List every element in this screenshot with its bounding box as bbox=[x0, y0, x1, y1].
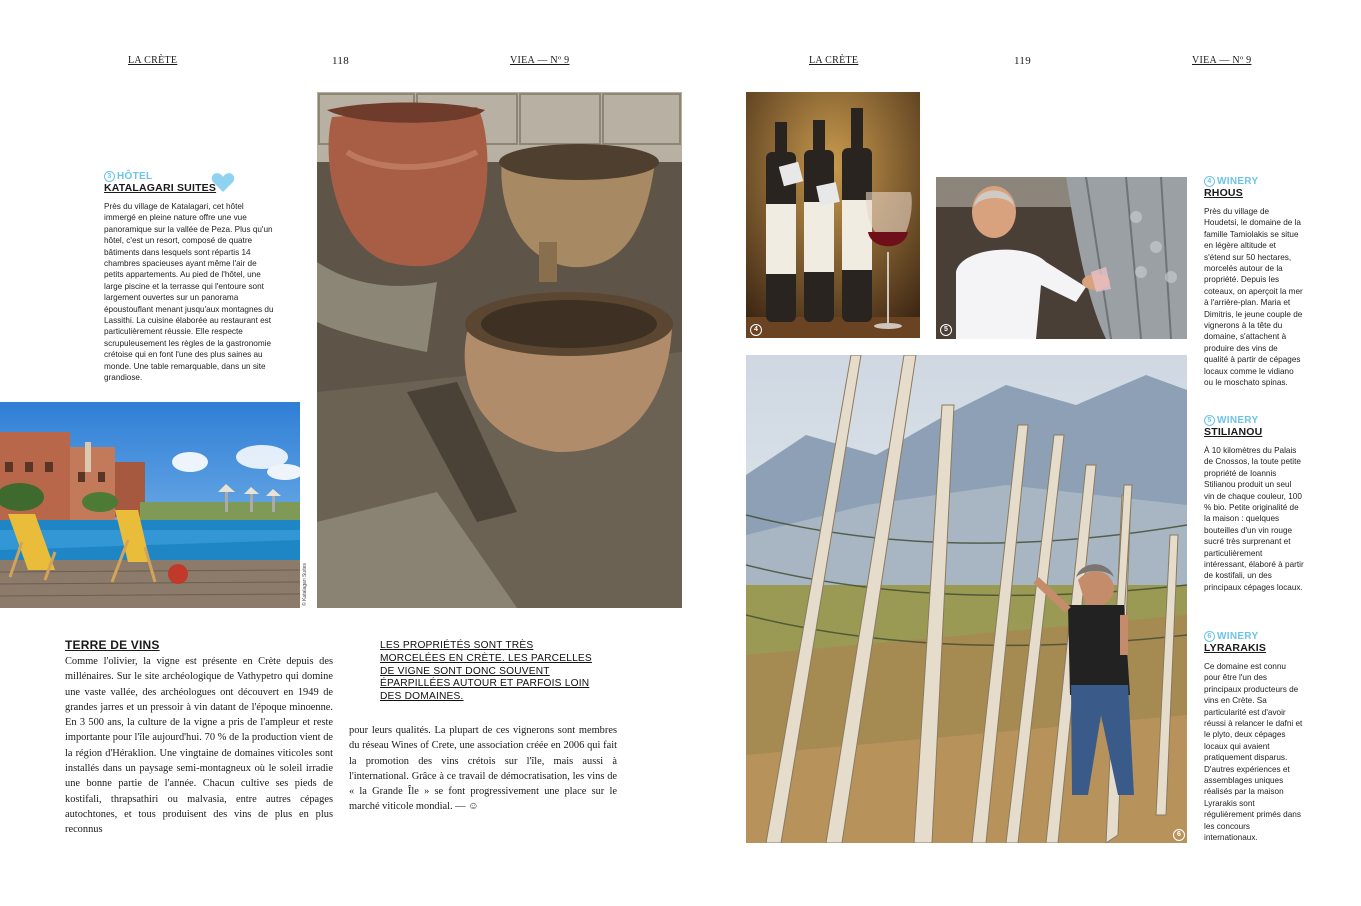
running-head-right: LA CRÈTE bbox=[809, 55, 859, 66]
hotel-number-icon: 3 bbox=[104, 171, 115, 182]
photo-credit: © Katalagari Suites bbox=[302, 563, 308, 606]
hotel-section bbox=[104, 171, 276, 384]
winery-stilianou-tag bbox=[1204, 415, 1304, 426]
article-column-2: pour leurs qualités. La plupart de ces vignerons sont membres du réseau Wines of Crete, une association créée en 2006 qui fait la promotion des vins crétois sur l'île, mais aussi à l'international. Grâce à ce travail de démocratisation, les vins de « la Grande Île » se font progressivement une place sur le marché viticole mondial. — ☺ bbox=[349, 725, 617, 813]
winery-rhous-title: RHOUS bbox=[1204, 187, 1243, 199]
winery-tag-label: WINERY bbox=[1217, 176, 1259, 187]
heart-icon bbox=[211, 172, 235, 193]
winery-stilianou-title: STILIANOU bbox=[1204, 426, 1263, 438]
magazine-title-right: VIEA — Nº 9 bbox=[1192, 55, 1252, 66]
winery-number-icon: 4 bbox=[1204, 176, 1215, 187]
hotel-title: KATALAGARI SUITES bbox=[104, 182, 217, 194]
winery-number-icon: 6 bbox=[1204, 631, 1215, 642]
winery-stilianou-body: À 10 kilomètres du Palais de Cnossos, la toute petite propriété de Ioannis Stilianou produit un seul vin de chaque couleur, 100 % bio. Petite originalité de la maison : quelques bouteilles d'un vin rouge sucré très surprenant et particulièrement intéressant, élaboré à partir de kostifali, un des principaux cépages locaux. bbox=[1204, 446, 1304, 592]
winery-lyrarakis-title: LYRARAKIS bbox=[1204, 642, 1267, 654]
winery-lyrarakis-tag bbox=[1204, 631, 1304, 642]
magazine-title-left: VIEA — Nº 9 bbox=[510, 55, 570, 66]
vineyard-photo bbox=[746, 355, 1187, 843]
hotel-tag bbox=[104, 171, 276, 182]
hotel-tag-label: HÔTEL bbox=[117, 171, 153, 182]
winemaker-photo bbox=[936, 177, 1187, 339]
winery-lyrarakis-body: Ce domaine est connu pour être l'un des principaux producteurs de vins en Crète. Sa particularité est d'avoir réussi à relancer le dafni et le plyto, deux cépages locaux qui avaient pratiquement disparus. D'autres expériences et assemblages uniques réalisés par la maison Lyrarakis sont régulièrement primés dans les concours internationaux. bbox=[1204, 662, 1303, 843]
winery-tag-label: WINERY bbox=[1217, 415, 1259, 426]
article-heading: TERRE DE VINS bbox=[65, 638, 160, 652]
winery-rhous-body: Près du village de Houdetsi, le domaine de la famille Tamiolakis se situe en légère altitude et s'étend sur 50 hectares, morcelés autour de la propriété. Depuis les coteaux, on aperçoit la mer à l'arrière-plan. Maria et Dimitris, le jeune couple de vignerons à la tête du domaine, s'attachent à produire des vins de qualité à partir de cépages locaux comme le vidiano ou le moschato spinas. bbox=[1204, 207, 1303, 388]
winery-stilianou bbox=[1204, 415, 1304, 593]
running-head-left: LA CRÈTE bbox=[128, 55, 178, 66]
photo-marker-6: 6 bbox=[1173, 829, 1185, 841]
page-number-left: 118 bbox=[332, 55, 349, 67]
winery-rhous bbox=[1204, 176, 1304, 389]
article-column-1: Comme l'olivier, la vigne est présente en Crète depuis des millénaires. Sur le site archéologique de Vathypetro qui domine une vaste vallée, des archéologues ont découvert en 1949 de grandes jarres et un pressoir à vin datant de l'époque minoenne. En 3 500 ans, la culture de la vigne a pris de l'ampleur et reste importante pour l'île aujourd'hui. 70 % de la production vient de la région d'Héraklion. Une vingtaine de domaines viticoles sont installés dans un paysage semi-montagneux où le soleil irradie une bonne partie de l'année. Chacun cultive ses pieds de kostifali, thrapsathiri ou malvasia, entre autres cépages autochtones, et tous produisent des vins de plus en plus reconnus bbox=[65, 656, 333, 836]
hotel-body: Près du village de Katalagari, cet hôtel immergé en pleine nature offre une vue panoramique sur la vallée de Peza. Plus qu'un hôtel, c'est un resort, composé de quatre bâtiments dans lesquels sont répartis 14 chambres spacieuses ayant même l'air de petits appartements. Au pied de l'hôtel, une large piscine et la terrasse qui l'entoure sont largement ouvertes sur un panorama époustouflant menant jusqu'aux montagnes du Lassithi. La cuisine élaborée au restaurant est particulièrement réussie. Elle respecte scrupuleusement les règles de la gastronomie crétoise qui en font l'une des plus saines au monde. Une table remarquable, dans un site grandiose. bbox=[104, 202, 274, 383]
clay-jars-photo bbox=[317, 92, 682, 608]
winery-number-icon: 5 bbox=[1204, 415, 1215, 426]
page-number-right: 119 bbox=[1014, 55, 1031, 67]
winery-rhous-tag bbox=[1204, 176, 1304, 187]
winery-lyrarakis bbox=[1204, 631, 1304, 844]
hotel-pool-photo bbox=[0, 402, 300, 608]
pull-quote: LES PROPRIÉTÉS SONT TRÈS MORCELÉES EN CRÈTE. LES PARCELLES DE VIGNE SONT DONC SOUVENT ÉPARPILLÉES AUTOUR ET PARFOIS LOIN DES DOMAINES. bbox=[380, 640, 592, 703]
photo-marker-4: 4 bbox=[750, 324, 762, 336]
photo-marker-5: 5 bbox=[940, 324, 952, 336]
wine-bottles-photo bbox=[746, 92, 920, 338]
winery-tag-label: WINERY bbox=[1217, 631, 1259, 642]
